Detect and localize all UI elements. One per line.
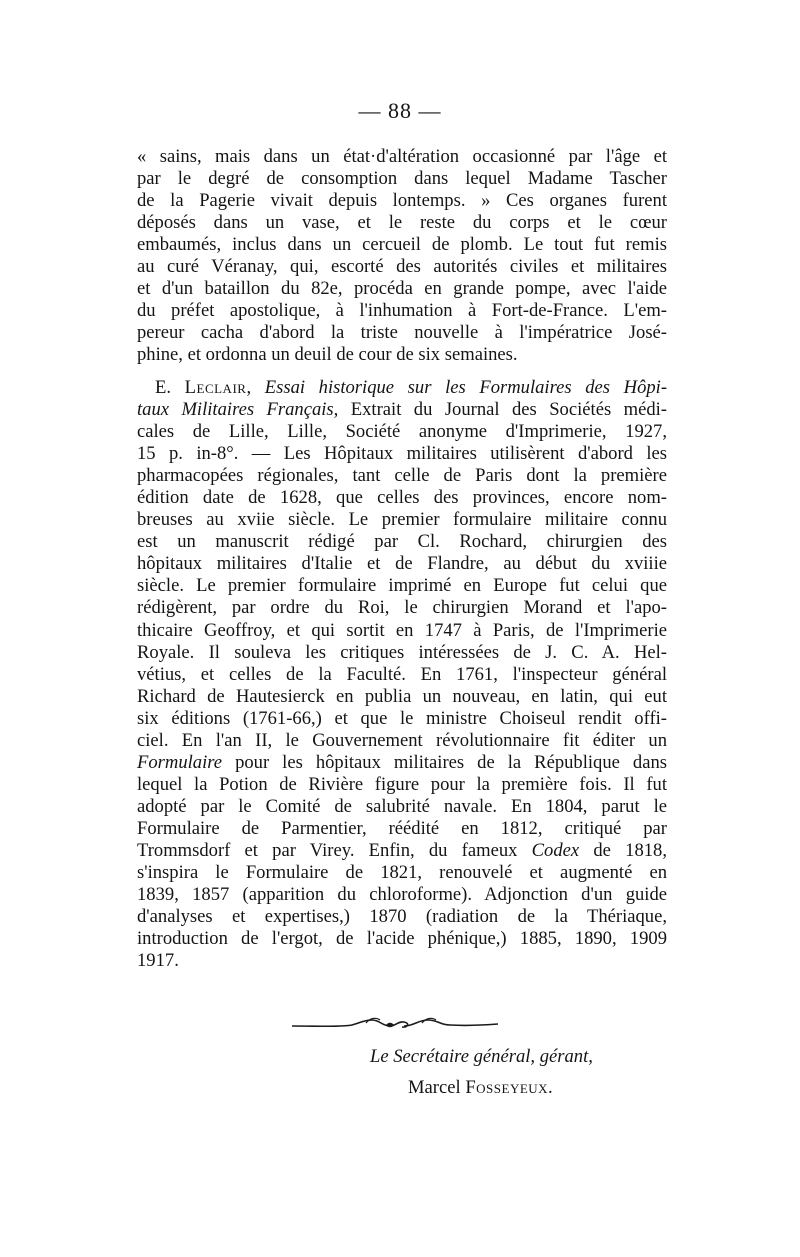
text-fragment: pour les hôpitaux militaires de la République dans bbox=[222, 751, 667, 773]
text-line: lequel la Potion de Rivière figure pour la première fois. Il fut bbox=[137, 773, 667, 795]
text-line: phine, et ordonna un deuil de cour de six semaines. bbox=[137, 344, 518, 366]
page-number: — 88 — bbox=[358, 98, 442, 123]
text-line: est un manuscrit rédigé par Cl. Rochard, chirurgien des bbox=[137, 531, 667, 553]
text-line: ciel. En l'an II, le Gouvernement révolutionnaire fit éditer un bbox=[137, 729, 667, 751]
text-line: par le degré de consomption dans lequel Madame Tascher bbox=[137, 168, 667, 190]
text-line: cales de Lille, Lille, Société anonyme d'Imprimerie, 1927, bbox=[137, 421, 667, 443]
text-line bbox=[137, 752, 667, 774]
text-line: 1839, 1857 (apparition du chloroforme). Adjonction d'un guide bbox=[137, 884, 667, 906]
paragraph-1 bbox=[137, 146, 667, 366]
signature-name bbox=[408, 1077, 708, 1099]
formulaire-italic: Formulaire bbox=[137, 751, 223, 773]
text-line: 15 p. in-8°. — Les Hôpitaux militaires utilisèrent d'abord les bbox=[137, 443, 667, 465]
paragraph-2 bbox=[137, 377, 667, 972]
text-line: thicaire Geoffroy, et qui sortit en 1747 à Paris, de l'Imprimerie bbox=[137, 619, 667, 641]
book-title-part1: Essai historique sur les Formulaires des Hôpi- bbox=[264, 377, 668, 398]
text-line: vétius, et celles de la Faculté. En 1761, l'inspecteur général bbox=[137, 663, 667, 685]
text-line: hôpitaux militaires d'Italie et de Flandre, au début du xviiie bbox=[137, 553, 667, 575]
text-line: déposés dans un vase, et le reste du corps et le cœur bbox=[137, 212, 667, 234]
text-line: Richard de Hautesierck en publia un nouveau, en latin, qui eut bbox=[137, 685, 667, 707]
text-line: 1917. bbox=[137, 950, 179, 972]
text-line: Formulaire de Parmentier, réédité en 1812, critiqué par bbox=[137, 817, 667, 839]
text-line: pereur cacha d'abord la triste nouvelle à l'impératrice José- bbox=[137, 322, 667, 344]
signature-role: Le Secrétaire général, gérant, bbox=[370, 1046, 593, 1067]
text-fragment: Extrait du Journal des Sociétés médi- bbox=[338, 399, 667, 421]
text-line: du préfet apostolique, à l'inhumation à Fort-de-France. L'em- bbox=[137, 300, 667, 322]
text-line: adopté par le Comité de salubrité navale. En 1804, parut le bbox=[137, 795, 667, 817]
text-line: embaumés, inclus dans un cercueil de plomb. Le tout fut remis bbox=[137, 234, 667, 256]
text-line: Royale. Il souleva les critiques intéressées de J. C. A. Hel- bbox=[137, 641, 667, 663]
text-line: édition date de 1628, que celles des provinces, encore nom- bbox=[137, 487, 667, 509]
text-line: de la Pagerie vivait depuis lontemps. » Ces organes furent bbox=[137, 190, 667, 212]
text-line: siècle. Le premier formulaire imprimé en Europe fut celui que bbox=[137, 575, 667, 597]
book-title-part2: taux Militaires Français, bbox=[137, 399, 339, 421]
text-line: s'inspira le Formulaire de 1821, renouvelé et augmenté en bbox=[137, 862, 667, 884]
typographic-ornament bbox=[290, 1012, 500, 1036]
text-line: « sains, mais dans un état·d'altération occasionné par l'âge et bbox=[137, 146, 667, 167]
text-line: pharmacopées régionales, tant celle de Paris dont la première bbox=[137, 465, 667, 487]
text-line: six éditions (1761-66,) et que le ministre Choiseul rendit offi- bbox=[137, 707, 667, 729]
bibliography-heading-line: E. Leclair, Essai historique sur les Formulaires des Hôpi- bbox=[155, 377, 668, 398]
signature-last-name: Fosseyeux. bbox=[465, 1077, 554, 1098]
author-initial: E. bbox=[155, 377, 185, 398]
text-fragment: Trommsdorf et par Virey. Enfin, du fameux bbox=[137, 839, 532, 861]
text-line: rédigèrent, par ordre du Roi, le chirurgien Morand et l'apo- bbox=[137, 597, 667, 619]
text-line: et d'un bataillon du 82e, procéda en grande pompe, avec l'aide bbox=[137, 278, 667, 300]
text-line: breuses au xviie siècle. Le premier formulaire militaire connu bbox=[137, 509, 667, 531]
text-line: introduction de l'ergot, de l'acide phénique,) 1885, 1890, 1909 bbox=[137, 928, 667, 950]
author-name: Leclair bbox=[184, 377, 247, 398]
text-line bbox=[137, 840, 667, 862]
text-line: d'analyses et expertises,) 1870 (radiation de la Thériaque, bbox=[137, 906, 667, 928]
codex-italic: Codex bbox=[531, 839, 580, 861]
text-line bbox=[137, 399, 667, 421]
signature-first-name: Marcel bbox=[408, 1077, 466, 1098]
text-fragment: de 1818, bbox=[579, 839, 667, 861]
text-line: au curé Véranay, qui, escorté des autorités civiles et militaires bbox=[137, 256, 667, 278]
